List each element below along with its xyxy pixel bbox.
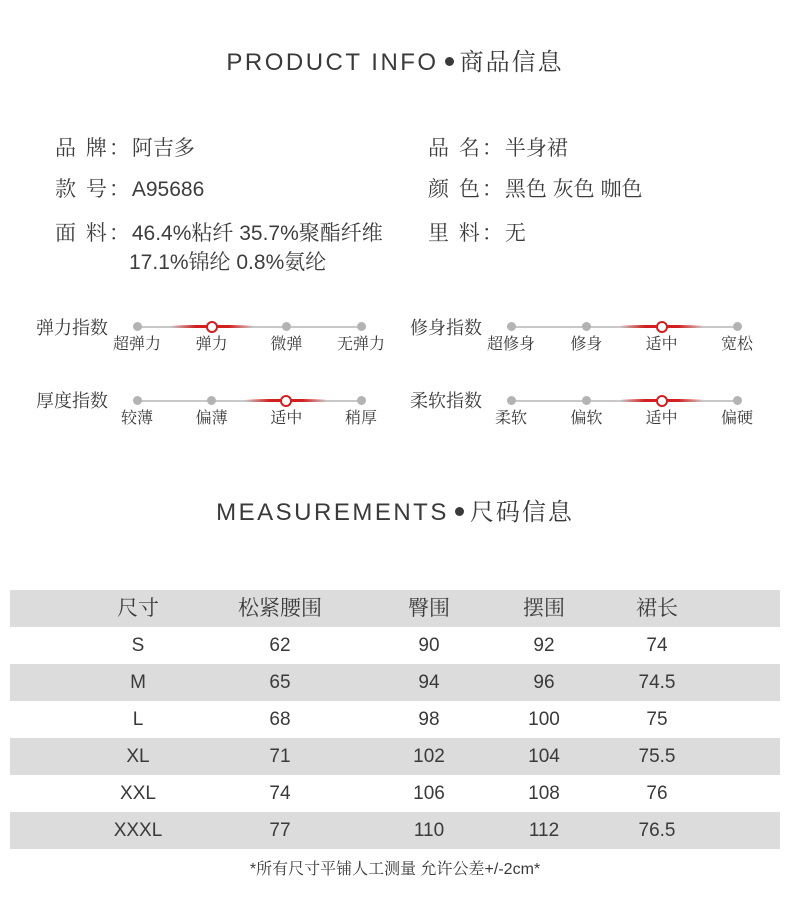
- table-cell: 90: [418, 635, 440, 656]
- scale-option-label: 超弹力: [112, 336, 162, 353]
- table-cell: 96: [533, 672, 555, 693]
- table-row: [10, 738, 780, 775]
- thickness-index-scale: [120, 396, 378, 436]
- scale-point: [582, 396, 591, 405]
- color-label: 颜 色：: [428, 178, 505, 201]
- elasticity-index-scale: [112, 322, 386, 362]
- table-cell: 112: [528, 820, 560, 841]
- table-cell: 98: [418, 709, 440, 730]
- table-cell: 尺寸: [117, 597, 159, 620]
- product-info-title-cn: 商品信息: [459, 49, 564, 76]
- brand-label: 品 牌：: [55, 137, 132, 160]
- table-cell: M: [130, 672, 146, 693]
- table-cell: 106: [413, 783, 445, 804]
- lining-field: [428, 220, 526, 248]
- table-header-row: [10, 590, 780, 627]
- table-cell: 71: [269, 746, 291, 767]
- table-cell: 裙长: [636, 597, 678, 620]
- table-cell: 松紧腰围: [238, 597, 322, 620]
- scale-option-label: 柔软: [494, 410, 528, 427]
- table-row: [10, 701, 780, 738]
- scale-option-label: 适中: [645, 336, 678, 353]
- table-cell: 75: [646, 709, 668, 730]
- name-value: 半身裙: [504, 137, 568, 160]
- table-cell: L: [132, 709, 144, 730]
- lining-label: 里 料：: [428, 222, 505, 245]
- brand-field: [55, 135, 195, 163]
- table-cell: 65: [269, 672, 291, 693]
- scale-option-label: 较薄: [120, 410, 154, 427]
- model-field: [55, 176, 204, 204]
- table-cell: XL: [126, 746, 150, 767]
- scale-point: [133, 396, 142, 405]
- scale-option-label: 偏硬: [720, 410, 754, 427]
- table-row: [10, 664, 780, 701]
- table-cell: 76.5: [638, 820, 676, 841]
- table-cell: 75.5: [638, 746, 676, 767]
- scale-point: [207, 396, 216, 405]
- model-value: A95686: [131, 178, 205, 201]
- scale-option-label: 修身: [570, 336, 603, 353]
- scale-point: [357, 322, 366, 331]
- table-cell: 100: [528, 709, 560, 730]
- scale-option-label: 微弹: [270, 336, 303, 353]
- product-info-title-en: PRODUCT INFO: [226, 49, 439, 76]
- table-cell: 74: [269, 783, 291, 804]
- scale-option-label: 偏薄: [195, 410, 228, 427]
- scale-point: [282, 322, 291, 331]
- fabric-label: 面 料：: [55, 222, 132, 245]
- scale-point: [582, 322, 591, 331]
- bullet-dot-icon: [455, 507, 464, 516]
- table-cell: 102: [413, 746, 445, 767]
- model-label: 款 号：: [55, 178, 132, 201]
- table-cell: 摆围: [523, 597, 565, 620]
- scale-point: [507, 396, 516, 405]
- table-cell: 92: [533, 635, 555, 656]
- softness-index-scale: [494, 396, 754, 436]
- table-row: [10, 775, 780, 812]
- measurement-note: *所有尺寸平铺人工测量 允许公差+/-2cm*: [249, 861, 541, 878]
- scale-point: [507, 322, 516, 331]
- scale-option-label: 偏软: [570, 410, 603, 427]
- fabric-field: [55, 220, 383, 248]
- product-info-heading: [0, 42, 790, 77]
- fabric-value-line2: 17.1%锦纶 0.8%氨纶: [129, 251, 327, 274]
- fabric-field-continued: [129, 249, 326, 277]
- table-cell: 110: [413, 820, 445, 841]
- scale-point: [733, 396, 742, 405]
- scale-option-label: 弹力: [195, 336, 228, 353]
- table-cell: 74: [646, 635, 668, 656]
- size-table: [10, 590, 780, 849]
- scale-option-label: 宽松: [720, 336, 754, 353]
- table-cell: 77: [269, 820, 291, 841]
- name-field: [428, 135, 568, 163]
- table-cell: 94: [418, 672, 440, 693]
- name-label: 品 名：: [428, 137, 505, 160]
- scale-option-label: 适中: [270, 410, 303, 427]
- scale-option-label: 稍厚: [344, 410, 378, 427]
- measurements-title-cn: 尺码信息: [469, 499, 574, 526]
- scale-option-label: 超修身: [486, 336, 536, 353]
- fabric-value-line1: 46.4%粘纤 35.7%聚酯纤维: [131, 222, 383, 245]
- table-cell: 臀围: [408, 597, 450, 620]
- bullet-dot-icon: [445, 57, 454, 66]
- table-row: [10, 627, 780, 664]
- color-field: [428, 176, 643, 204]
- brand-value: 阿吉多: [131, 137, 195, 160]
- fit-index-label: 修身指数: [410, 318, 482, 338]
- measurements-heading: [0, 492, 790, 527]
- table-cell: 108: [528, 783, 560, 804]
- scale-point: [733, 322, 742, 331]
- color-value: 黑色 灰色 咖色: [504, 178, 643, 201]
- lining-value: 无: [504, 222, 526, 245]
- table-cell: 62: [269, 635, 291, 656]
- table-cell: 68: [269, 709, 291, 730]
- fit-index-scale: [486, 322, 754, 362]
- scale-point: [133, 322, 142, 331]
- table-cell: S: [131, 635, 145, 656]
- scale-point: [357, 396, 366, 405]
- table-cell: 74.5: [638, 672, 676, 693]
- thickness-index-label: 厚度指数: [36, 391, 108, 411]
- softness-index-label: 柔软指数: [410, 391, 482, 411]
- table-cell: XXXL: [113, 820, 163, 841]
- elasticity-index-label: 弹力指数: [36, 318, 108, 338]
- table-row: [10, 812, 780, 849]
- table-cell: 104: [528, 746, 560, 767]
- table-cell: XXL: [120, 783, 156, 804]
- scale-option-label: 无弹力: [336, 336, 386, 353]
- table-cell: 76: [646, 783, 668, 804]
- scale-option-label: 适中: [645, 410, 678, 427]
- measurements-title-en: MEASUREMENTS: [216, 499, 449, 526]
